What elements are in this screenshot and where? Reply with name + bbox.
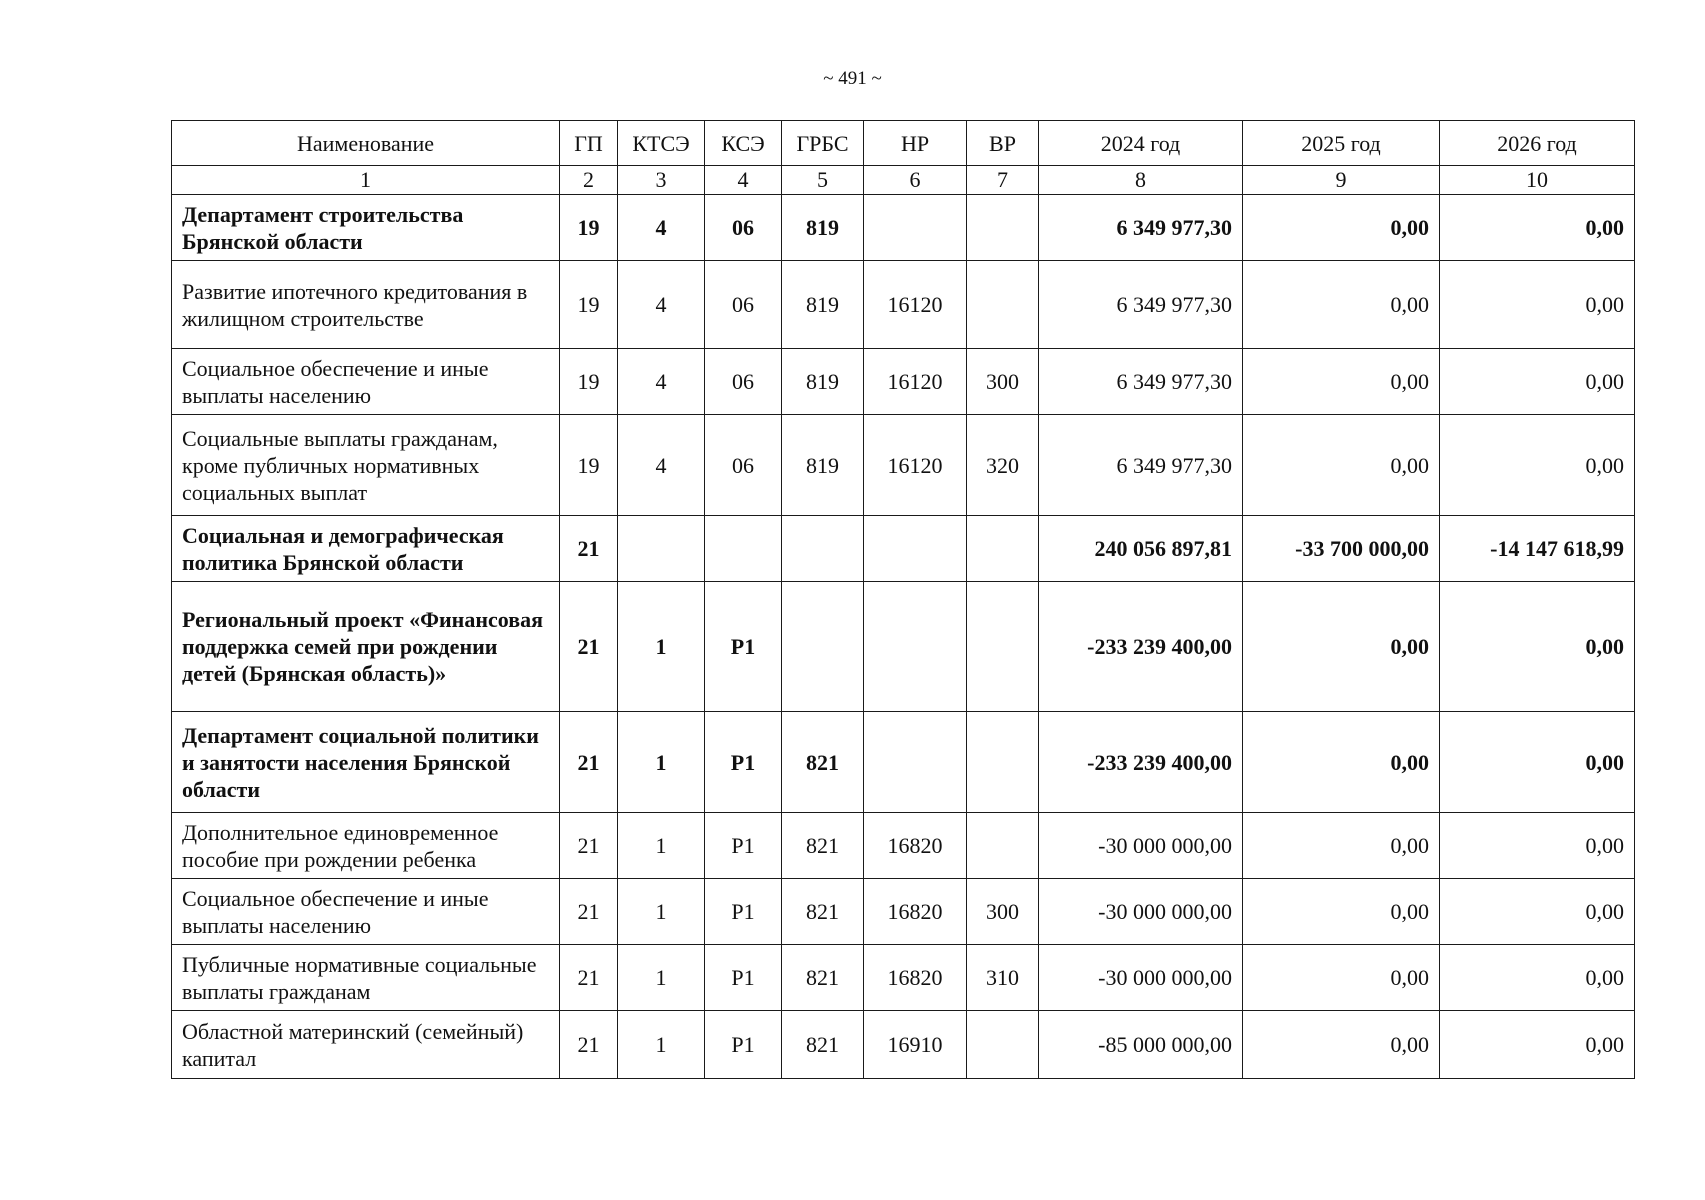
header-kse: КСЭ (705, 121, 782, 166)
budget-table (171, 120, 1635, 1079)
row-gp: 21 (560, 582, 618, 712)
column-number: 8 (1039, 166, 1243, 195)
table-row (172, 712, 1635, 813)
row-amount-2025: 0,00 (1243, 945, 1440, 1011)
row-kse: 06 (705, 261, 782, 349)
row-ktse: 1 (618, 1011, 705, 1079)
row-nr (864, 582, 967, 712)
table-row (172, 516, 1635, 582)
row-ktse: 1 (618, 813, 705, 879)
row-grbs: 821 (782, 712, 864, 813)
row-nr: 16820 (864, 879, 967, 945)
row-ktse (618, 516, 705, 582)
column-number: 4 (705, 166, 782, 195)
row-nr: 16820 (864, 813, 967, 879)
row-grbs: 821 (782, 945, 864, 1011)
row-amount-2024: 6 349 977,30 (1039, 349, 1243, 415)
row-name: Департамент социальной политики и занятости населения Брянской области (172, 712, 560, 813)
table-body (172, 195, 1635, 1079)
row-amount-2024: -30 000 000,00 (1039, 813, 1243, 879)
header-vr: ВР (967, 121, 1039, 166)
row-nr: 16910 (864, 1011, 967, 1079)
row-grbs: 821 (782, 813, 864, 879)
row-nr: 16120 (864, 349, 967, 415)
row-amount-2026: 0,00 (1440, 712, 1635, 813)
row-gp: 21 (560, 945, 618, 1011)
row-amount-2024: -233 239 400,00 (1039, 712, 1243, 813)
row-amount-2026: 0,00 (1440, 813, 1635, 879)
row-gp: 21 (560, 879, 618, 945)
table-row (172, 195, 1635, 261)
row-ktse: 1 (618, 582, 705, 712)
row-amount-2024: -30 000 000,00 (1039, 945, 1243, 1011)
row-grbs: 821 (782, 879, 864, 945)
row-vr (967, 813, 1039, 879)
table-row (172, 349, 1635, 415)
row-ktse: 4 (618, 195, 705, 261)
row-kse: Р1 (705, 879, 782, 945)
table-row (172, 582, 1635, 712)
row-vr (967, 195, 1039, 261)
row-amount-2026: 0,00 (1440, 415, 1635, 516)
row-kse: Р1 (705, 945, 782, 1011)
table-row (172, 879, 1635, 945)
row-grbs: 819 (782, 195, 864, 261)
row-gp: 19 (560, 195, 618, 261)
row-vr: 310 (967, 945, 1039, 1011)
table-row (172, 261, 1635, 349)
table-row (172, 945, 1635, 1011)
row-nr: 16120 (864, 415, 967, 516)
row-amount-2025: 0,00 (1243, 879, 1440, 945)
row-grbs (782, 516, 864, 582)
row-amount-2024: 240 056 897,81 (1039, 516, 1243, 582)
row-kse: 06 (705, 415, 782, 516)
row-nr (864, 712, 967, 813)
column-number-row (172, 166, 1635, 195)
row-amount-2024: 6 349 977,30 (1039, 415, 1243, 516)
row-vr (967, 516, 1039, 582)
column-number: 9 (1243, 166, 1440, 195)
row-gp: 19 (560, 349, 618, 415)
row-vr: 320 (967, 415, 1039, 516)
row-amount-2024: 6 349 977,30 (1039, 261, 1243, 349)
row-ktse: 1 (618, 712, 705, 813)
row-ktse: 1 (618, 945, 705, 1011)
header-2024: 2024 год (1039, 121, 1243, 166)
row-gp: 21 (560, 712, 618, 813)
row-kse: Р1 (705, 813, 782, 879)
row-ktse: 1 (618, 879, 705, 945)
column-number: 7 (967, 166, 1039, 195)
row-vr (967, 261, 1039, 349)
header-gp: ГП (560, 121, 618, 166)
row-ktse: 4 (618, 261, 705, 349)
row-kse: Р1 (705, 582, 782, 712)
row-grbs: 819 (782, 261, 864, 349)
row-amount-2026: 0,00 (1440, 582, 1635, 712)
row-vr (967, 582, 1039, 712)
row-amount-2026: 0,00 (1440, 349, 1635, 415)
header-2026: 2026 год (1440, 121, 1635, 166)
row-name: Социальные выплаты гражданам, кроме публичных нормативных социальных выплат (172, 415, 560, 516)
row-amount-2025: 0,00 (1243, 813, 1440, 879)
column-number: 3 (618, 166, 705, 195)
table-row (172, 813, 1635, 879)
row-kse: 06 (705, 349, 782, 415)
row-kse: Р1 (705, 712, 782, 813)
row-amount-2026: -14 147 618,99 (1440, 516, 1635, 582)
row-vr (967, 712, 1039, 813)
row-gp: 21 (560, 516, 618, 582)
table-header-row (172, 121, 1635, 166)
row-amount-2024: -233 239 400,00 (1039, 582, 1243, 712)
row-amount-2024: -85 000 000,00 (1039, 1011, 1243, 1079)
row-amount-2024: 6 349 977,30 (1039, 195, 1243, 261)
row-vr: 300 (967, 879, 1039, 945)
column-number: 6 (864, 166, 967, 195)
row-nr: 16120 (864, 261, 967, 349)
header-ktse: КТСЭ (618, 121, 705, 166)
row-name: Социальное обеспечение и иные выплаты населению (172, 349, 560, 415)
row-ktse: 4 (618, 415, 705, 516)
header-2025: 2025 год (1243, 121, 1440, 166)
row-name: Областной материнский (семейный) капитал (172, 1011, 560, 1079)
row-grbs: 819 (782, 415, 864, 516)
row-amount-2026: 0,00 (1440, 261, 1635, 349)
table-row (172, 1011, 1635, 1079)
header-nr: НР (864, 121, 967, 166)
row-amount-2026: 0,00 (1440, 195, 1635, 261)
row-name: Развитие ипотечного кредитования в жилищном строительстве (172, 261, 560, 349)
row-kse: Р1 (705, 1011, 782, 1079)
row-amount-2025: 0,00 (1243, 349, 1440, 415)
row-grbs: 819 (782, 349, 864, 415)
column-number: 10 (1440, 166, 1635, 195)
row-gp: 19 (560, 261, 618, 349)
row-grbs (782, 582, 864, 712)
row-nr: 16820 (864, 945, 967, 1011)
row-amount-2025: -33 700 000,00 (1243, 516, 1440, 582)
row-name: Дополнительное единовременное пособие при рождении ребенка (172, 813, 560, 879)
row-amount-2025: 0,00 (1243, 1011, 1440, 1079)
row-ktse: 4 (618, 349, 705, 415)
page-number: ~ 491 ~ (823, 68, 882, 89)
row-kse (705, 516, 782, 582)
row-amount-2026: 0,00 (1440, 879, 1635, 945)
row-gp: 19 (560, 415, 618, 516)
row-gp: 21 (560, 813, 618, 879)
row-amount-2025: 0,00 (1243, 195, 1440, 261)
row-gp: 21 (560, 1011, 618, 1079)
row-kse: 06 (705, 195, 782, 261)
row-vr: 300 (967, 349, 1039, 415)
column-number: 1 (172, 166, 560, 195)
row-name: Департамент строительства Брянской области (172, 195, 560, 261)
column-number: 5 (782, 166, 864, 195)
table-row (172, 415, 1635, 516)
row-amount-2025: 0,00 (1243, 712, 1440, 813)
row-amount-2025: 0,00 (1243, 582, 1440, 712)
row-name: Социальное обеспечение и иные выплаты населению (172, 879, 560, 945)
column-number: 2 (560, 166, 618, 195)
header-name: Наименование (172, 121, 560, 166)
row-amount-2024: -30 000 000,00 (1039, 879, 1243, 945)
row-nr (864, 516, 967, 582)
row-name: Региональный проект «Финансовая поддержка семей при рождении детей (Брянская область)» (172, 582, 560, 712)
row-vr (967, 1011, 1039, 1079)
row-amount-2026: 0,00 (1440, 945, 1635, 1011)
row-name: Социальная и демографическая политика Брянской области (172, 516, 560, 582)
row-amount-2025: 0,00 (1243, 261, 1440, 349)
row-grbs: 821 (782, 1011, 864, 1079)
row-name: Публичные нормативные социальные выплаты гражданам (172, 945, 560, 1011)
row-nr (864, 195, 967, 261)
header-grbs: ГРБС (782, 121, 864, 166)
row-amount-2026: 0,00 (1440, 1011, 1635, 1079)
row-amount-2025: 0,00 (1243, 415, 1440, 516)
